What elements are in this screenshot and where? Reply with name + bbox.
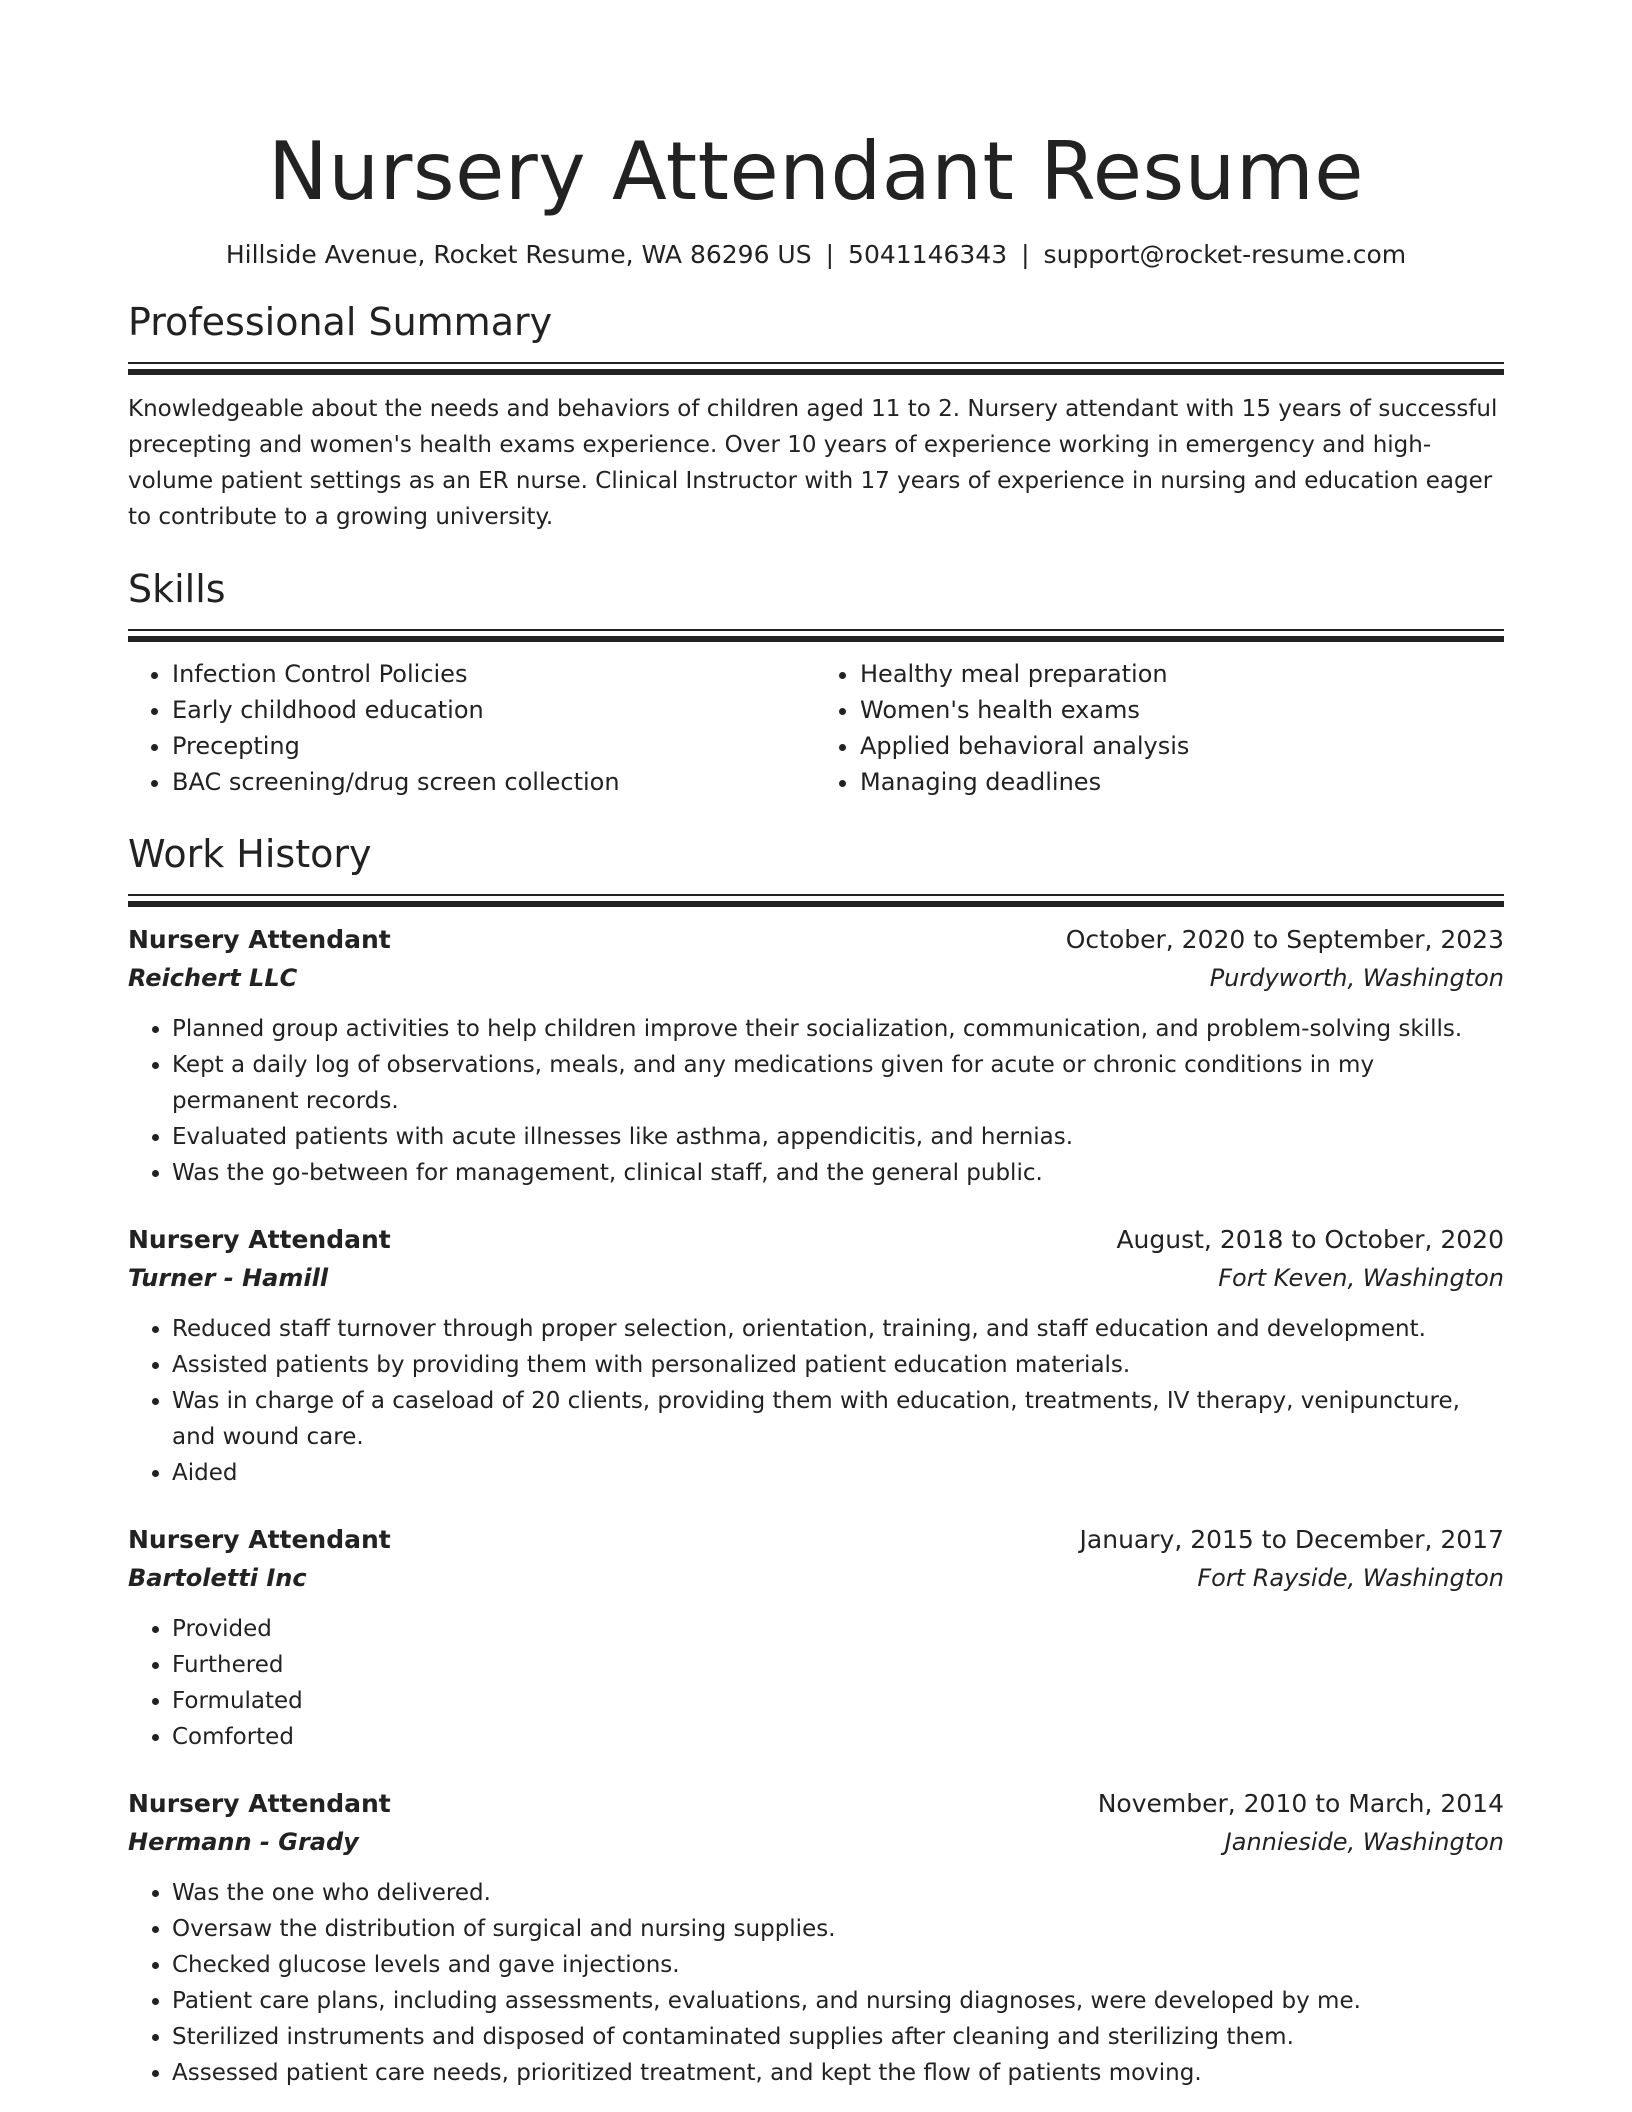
duty-item: • Kept a daily log of observations, meals, and any medications given for acute or chronic conditions in my permanent records.	[172, 1047, 1504, 1119]
job-company: Hermann - Grady	[128, 1828, 359, 1856]
skills-columns	[128, 656, 1504, 800]
job-location: Fort Keven, Washington	[1218, 1264, 1504, 1292]
summary-text: Knowledgeable about the needs and behaviors of children aged 11 to 2. Nursery attendant with 15 years of successful precepting and women's health exams experience. Over 10 years of experience working in emergency and high-volume patient settings as an ER nurse. Clinical Instructor with 17 years of experience in nursing and education eager to contribute to a growing university.	[128, 396, 1498, 530]
job-title: Nursery Attendant	[128, 1525, 391, 1554]
duty-item: • Assessed patient care needs, prioritized treatment, and kept the flow of patients moving.	[172, 2055, 1504, 2091]
job-company: Reichert LLC	[128, 964, 298, 992]
job-dates: November, 2010 to March, 2014	[1097, 1789, 1504, 1818]
section-divider	[128, 894, 1504, 907]
skill-item: • Managing deadlines	[860, 764, 1504, 800]
work-history-heading: Work History	[128, 832, 372, 876]
contact-line	[128, 238, 1504, 272]
duty-item: • Provided	[172, 1611, 1504, 1647]
resume-title: Nursery Attendant Resume	[267, 125, 1365, 218]
job-company: Bartoletti Inc	[128, 1564, 307, 1592]
job-dates: October, 2020 to September, 2023	[1065, 925, 1504, 954]
job-entry	[128, 921, 1504, 1191]
job-location: Fort Rayside, Washington	[1197, 1564, 1504, 1592]
duty-item: • Checked glucose levels and gave injections.	[172, 1947, 1504, 1983]
job-header-row	[128, 1785, 1504, 1823]
duty-item: • Was the go-between for management, clinical staff, and the general public.	[172, 1155, 1504, 1191]
job-header-row	[128, 1221, 1504, 1259]
skill-item: • Healthy meal preparation	[860, 656, 1504, 692]
skills-heading: Skills	[128, 567, 226, 611]
skill-item: • Women's health exams	[860, 692, 1504, 728]
skills-section	[128, 565, 1504, 800]
job-dates: August, 2018 to October, 2020	[1116, 1225, 1504, 1254]
job-location: Jannieside, Washington	[1224, 1828, 1504, 1856]
job-title: Nursery Attendant	[128, 1789, 391, 1818]
job-title: Nursery Attendant	[128, 925, 391, 954]
duty-item: • Was in charge of a caseload of 20 clients, providing them with education, treatments, IV therapy, venipuncture, and wound care.	[172, 1383, 1504, 1455]
job-header-row	[128, 1521, 1504, 1559]
job-company-row	[128, 1259, 1504, 1297]
contact-phone: 5041146343	[848, 240, 1008, 269]
duty-item: • Patient care plans, including assessments, evaluations, and nursing diagnoses, were developed by me.	[172, 1983, 1504, 2019]
contact-address: Hillside Avenue, Rocket Resume, WA 86296 US	[225, 240, 812, 269]
job-company-row	[128, 1559, 1504, 1597]
duty-item: • Sterilized instruments and disposed of contaminated supplies after cleaning and sterilizing them.	[172, 2019, 1504, 2055]
job-title: Nursery Attendant	[128, 1225, 391, 1254]
duty-item: • Planned group activities to help children improve their socialization, communication, and problem-solving skills.	[172, 1011, 1504, 1047]
skill-item: • BAC screening/drug screen collection	[172, 764, 816, 800]
job-location: Purdyworth, Washington	[1209, 964, 1504, 992]
skill-item: • Infection Control Policies	[172, 656, 816, 692]
skill-item: • Precepting	[172, 728, 816, 764]
job-entry	[128, 1521, 1504, 1755]
duty-item: • Was the one who delivered.	[172, 1875, 1504, 1911]
section-divider	[128, 629, 1504, 642]
job-dates: January, 2015 to December, 2017	[1079, 1525, 1504, 1554]
duty-item: • Reduced staff turnover through proper selection, orientation, training, and staff education and development.	[172, 1311, 1504, 1347]
job-duties	[128, 1311, 1504, 1491]
job-duties	[128, 1611, 1504, 1755]
duty-item: • Evaluated patients with acute illnesses like asthma, appendicitis, and hernias.	[172, 1119, 1504, 1155]
duty-item: • Comforted	[172, 1719, 1504, 1755]
job-entry	[128, 1785, 1504, 2091]
job-company: Turner - Hamill	[128, 1264, 329, 1292]
work-history-section	[128, 830, 1504, 2091]
skill-item: • Early childhood education	[172, 692, 816, 728]
skill-item: • Applied behavioral analysis	[860, 728, 1504, 764]
skills-list-right	[816, 656, 1504, 800]
duty-item: • Aided	[172, 1455, 1504, 1491]
job-company-row	[128, 959, 1504, 997]
job-entry	[128, 1221, 1504, 1491]
skills-list-left	[128, 656, 816, 800]
job-header-row	[128, 921, 1504, 959]
contact-separator: |	[1021, 240, 1030, 269]
section-divider	[128, 362, 1504, 375]
contact-separator: |	[825, 240, 835, 269]
duty-item: • Oversaw the distribution of surgical and nursing supplies.	[172, 1911, 1504, 1947]
summary-heading: Professional Summary	[128, 300, 553, 344]
job-duties	[128, 1011, 1504, 1191]
duty-item: • Furthered	[172, 1647, 1504, 1683]
contact-email: support@rocket-resume.com	[1043, 240, 1407, 269]
summary-section	[128, 298, 1504, 535]
duty-item: • Assisted patients by providing them with personalized patient education materials.	[172, 1347, 1504, 1383]
job-duties	[128, 1875, 1504, 2091]
duty-item: • Formulated	[172, 1683, 1504, 1719]
job-company-row	[128, 1823, 1504, 1861]
